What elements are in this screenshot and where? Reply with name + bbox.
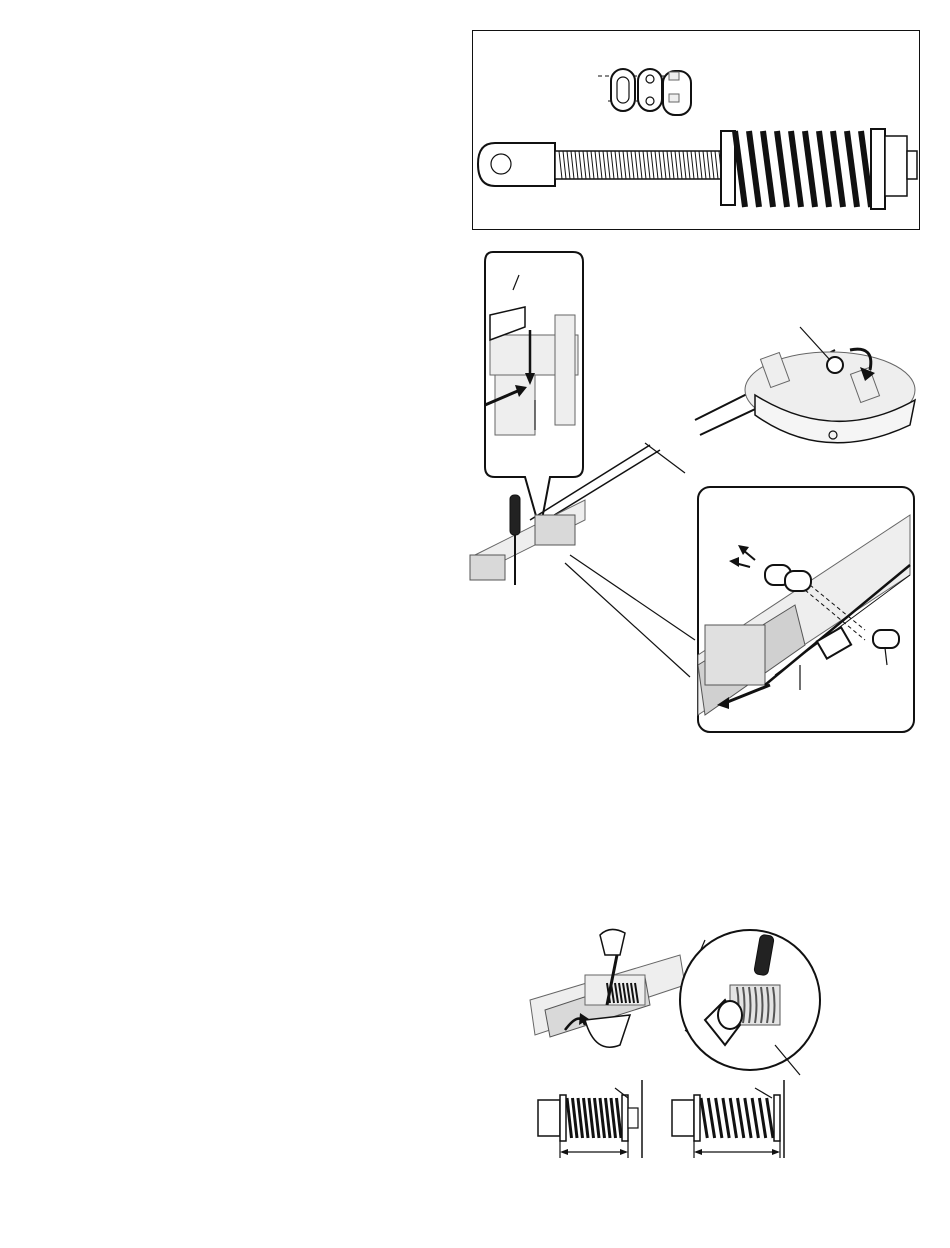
coil-line	[584, 1098, 589, 1138]
coil-line	[763, 131, 773, 207]
threaded-rod-icon	[555, 151, 735, 179]
coil-line	[819, 131, 829, 207]
coil-line	[777, 131, 787, 207]
coil-line	[589, 1098, 594, 1138]
coil-line	[735, 131, 745, 207]
coil-line	[701, 1098, 707, 1138]
coil-line	[767, 1098, 773, 1138]
trolley-release-inset	[485, 252, 583, 530]
master-link-icon	[598, 69, 691, 115]
coil-line	[847, 131, 857, 207]
coil-line	[606, 1098, 611, 1138]
spring-long-icon	[672, 1080, 784, 1158]
chain-removal-figure	[455, 245, 925, 740]
magnified-spring-nut-icon	[680, 930, 820, 1075]
rail-icon	[470, 443, 695, 677]
coil-line	[617, 1098, 622, 1138]
coil-line	[759, 1098, 765, 1138]
coil-line	[600, 1098, 605, 1138]
coil-line	[595, 1098, 600, 1138]
coil-line	[791, 131, 801, 207]
coil-line	[708, 1098, 714, 1138]
coil-line	[752, 1098, 758, 1138]
spring-short-icon	[538, 1080, 642, 1158]
coil-line	[805, 131, 815, 207]
opener-head-icon	[695, 327, 915, 443]
spring-adjust-figure	[525, 915, 825, 1080]
spring-compare-figure	[530, 1080, 800, 1160]
master-link-removal-inset	[698, 487, 914, 732]
trolley-and-hand-icon	[530, 929, 685, 1047]
rod-eye-icon	[478, 143, 555, 186]
coil-line	[861, 131, 871, 207]
coil-line	[573, 1098, 578, 1138]
coil-line	[738, 1098, 744, 1138]
coil-line	[611, 1098, 616, 1138]
coil-line	[723, 1098, 729, 1138]
chain-assembly-figure	[472, 30, 920, 230]
spring-icon	[721, 129, 917, 209]
coil-line	[745, 1098, 751, 1138]
coil-line	[716, 1098, 722, 1138]
coil-line	[749, 131, 759, 207]
coil-line	[833, 131, 843, 207]
coil-line	[567, 1098, 572, 1138]
coil-line	[730, 1098, 736, 1138]
coil-line	[578, 1098, 583, 1138]
